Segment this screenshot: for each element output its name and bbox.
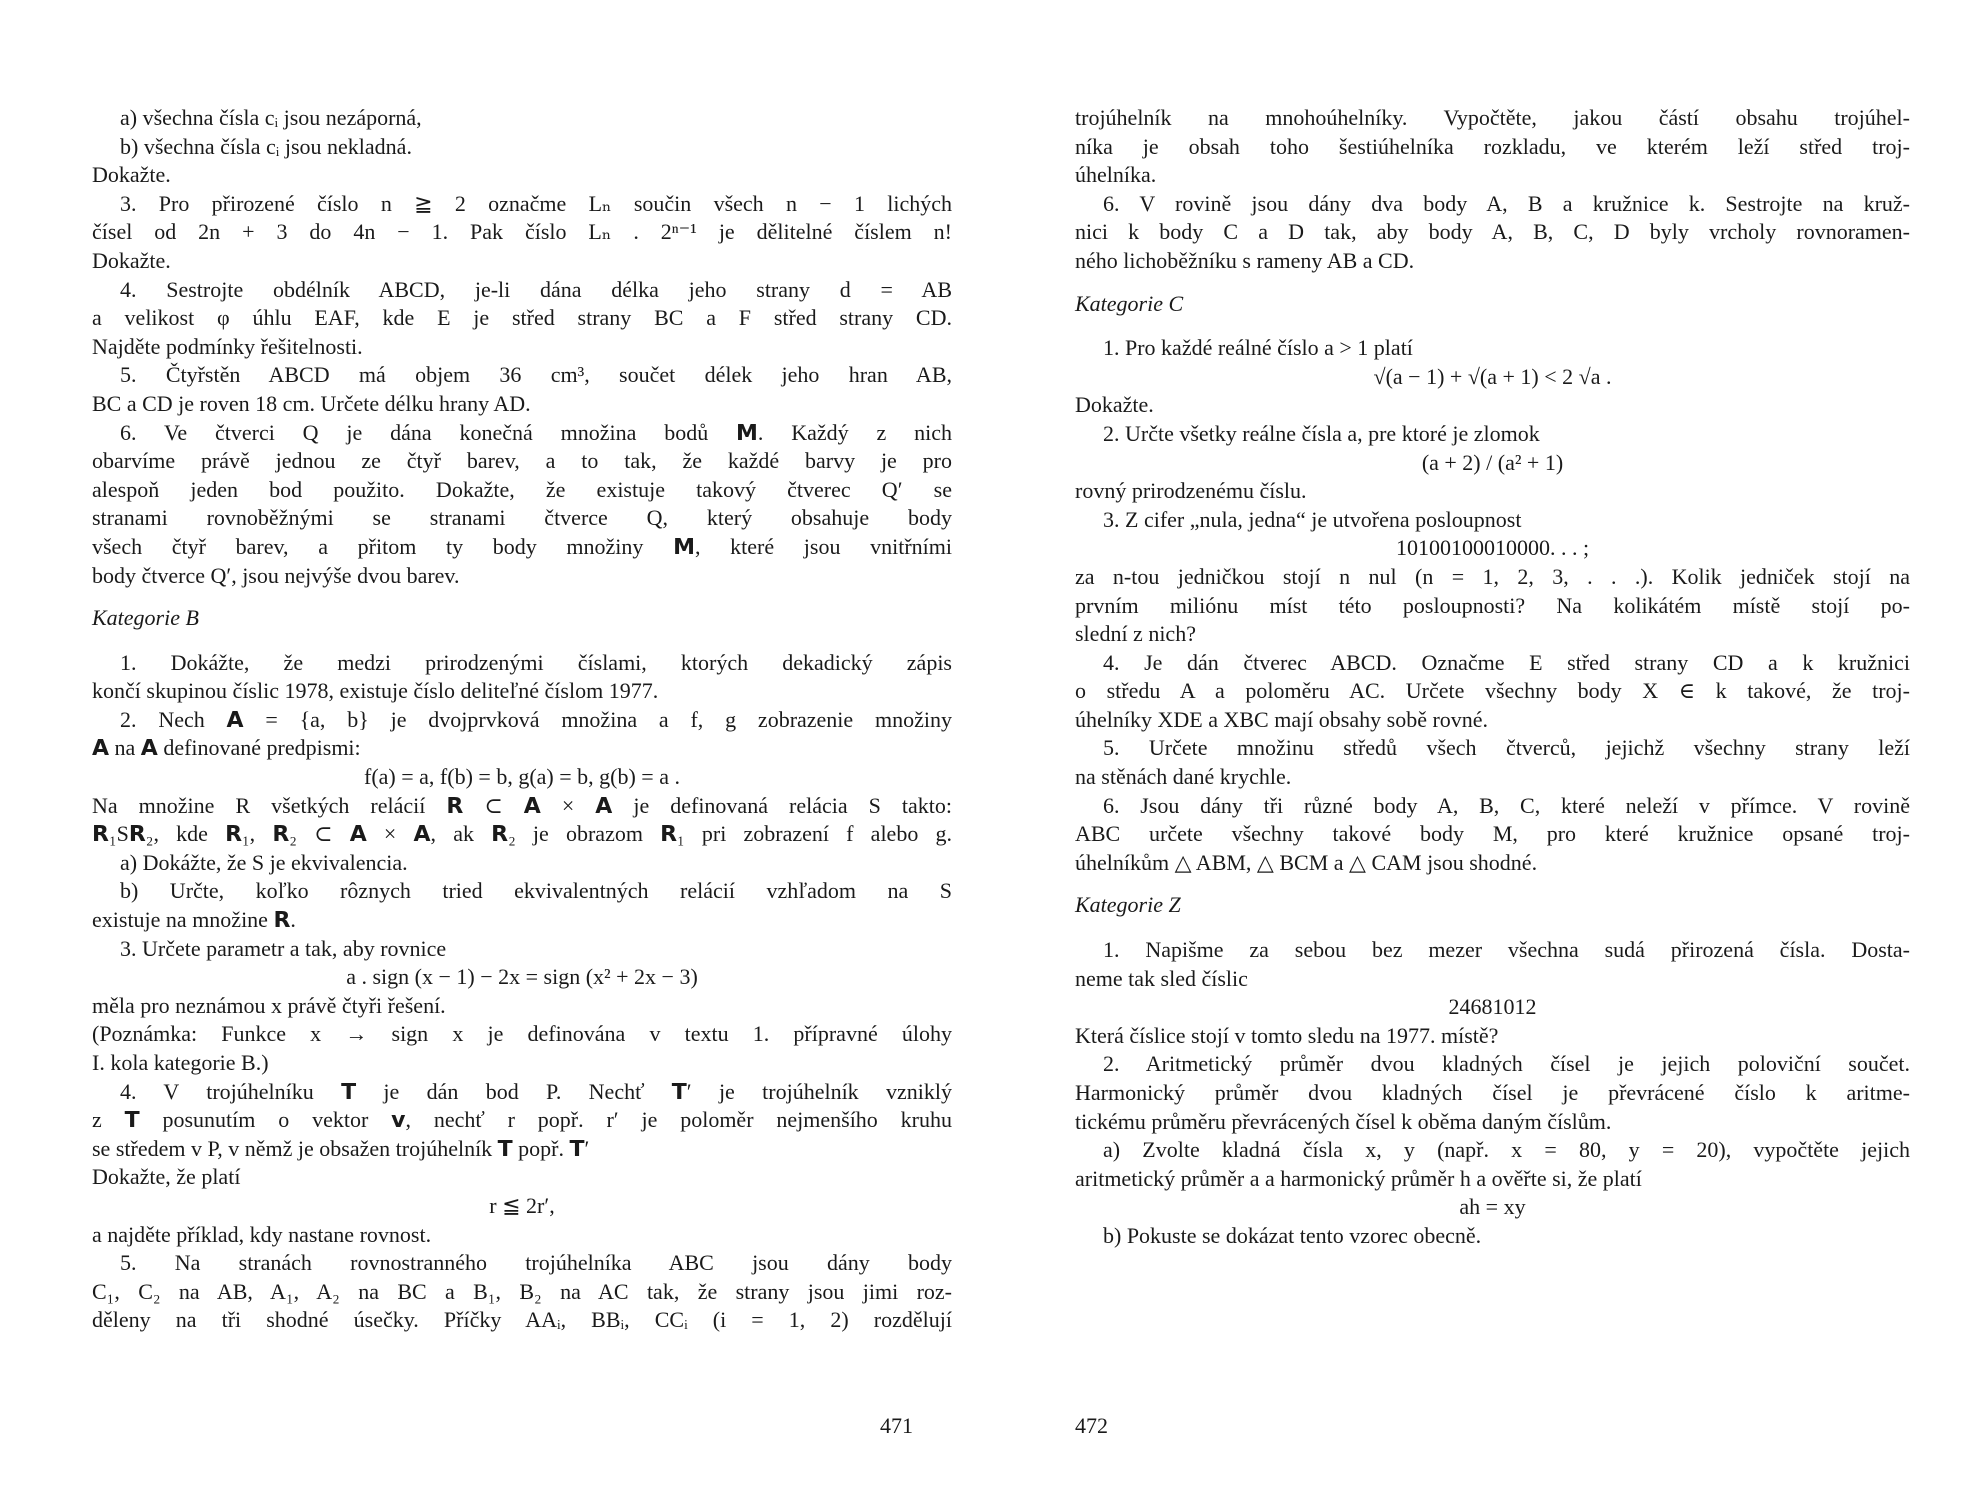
text-line: I. kola kategorie B.)	[92, 1050, 269, 1075]
text-line: 5. Čtyřstěn ABCD má objem 36 cm³, součet délek jeho hran AB,	[120, 362, 952, 388]
text-line: a) Dokážte, že S je ekvivalencia.	[120, 849, 408, 875]
text-line: a najděte příklad, kdy nastane rovnost.	[92, 1221, 432, 1247]
text-line: slední z nich?	[1075, 621, 1196, 647]
text-line: 1. Dokážte, že medzi prirodzenými číslami, ktorých dekadický zápis	[120, 649, 952, 675]
text-line: b) Pokuste se dokázat tento vzorec obecně.	[1103, 1222, 1482, 1248]
text-line: 𝗥₁S𝗥₂, kde 𝗥₁, 𝗥₂ ⊂ 𝗔 × 𝗔, ak 𝗥₂ je obrazom 𝗥₁ pri zobrazení f alebo g.	[92, 821, 952, 847]
text-line: 3. Z cifer „nula, jedna“ je utvořena posloupnost	[1103, 506, 1522, 532]
text-line: z 𝗧 posunutím o vektor 𝘃, nechť r popř. r′ je poloměr nejmenšího kruhu	[92, 1107, 952, 1133]
text-line: Dokažte.	[1075, 392, 1154, 418]
text-line: čísel od 2n + 3 do 4n − 1. Pak číslo Lₙ . 2ⁿ⁻¹ je dělitelné číslem n!	[92, 219, 952, 245]
text-line: alespoň jeden bod použito. Dokažte, že existuje takový čtverec Q′ se	[92, 476, 952, 502]
text-line: C₁, C₂ na AB, A₁, A₂ na BC a B₁, B₂ na AC tak, že strany jsou jimi roz-	[92, 1278, 952, 1304]
text-line: 6. Jsou dány tři různé body A, B, C, které neleží v přímce. V rovině	[1103, 792, 1910, 818]
text-line: r ≦ 2r′,	[489, 1192, 555, 1218]
text-line: nici k body C a D tak, aby body A, B, C, D byly vrcholy rovnoramen-	[1075, 219, 1910, 245]
text-line: b) Určte, koľko rôznych tried ekvivalentných relácií vzhľadom na S	[120, 878, 952, 904]
text-line: stranami rovnoběžnými se stranami čtverce Q, který obsahuje body	[92, 505, 952, 531]
left-page	[92, 0, 952, 1500]
text-line: a) všechna čísla cᵢ jsou nezáporná,	[120, 105, 422, 130]
text-line: ABC určete všechny takové body M, pro které kružnice opsané troj-	[1075, 821, 1910, 847]
text-line: a) Zvolte kladná čísla x, y (např. x = 80, y = 20), vypočtěte jejich	[1103, 1137, 1910, 1163]
text-line: 10100100010000. . . ;	[1395, 535, 1590, 561]
text-line: se středem v P, v němž je obsažen trojúhelník 𝗧 popř. 𝗧′	[92, 1135, 590, 1161]
text-line: děleny na tři shodné úsečky. Příčky AAᵢ, BBᵢ, CCᵢ (i = 1, 2) rozdělují	[92, 1307, 952, 1333]
text-line: měla pro neznámou x právě čtyři řešení.	[92, 992, 446, 1018]
text-line: aritmetický průměr a a harmonický průměr h a ověřte si, že platí	[1075, 1165, 1642, 1191]
text-line: 5. Určete množinu středů všech čtverců, jejichž všechny strany leží	[1103, 735, 1910, 761]
text-line: 1. Pro každé reálné číslo a > 1 platí	[1103, 335, 1413, 361]
left-problems-a	[92, 104, 952, 590]
text-line: na stěnách dané krychle.	[1075, 764, 1292, 790]
text-line: (a + 2) / (a² + 1)	[1421, 449, 1564, 475]
text-line: 4. V trojúhelníku 𝗧 je dán bod P. Nechť 𝗧′ je trojúhelník vzniklý	[120, 1078, 952, 1104]
text-line: 1. Napišme za sebou bez mezer všechna sudá přirozená čísla. Dosta-	[1103, 937, 1910, 963]
text-line: 3. Pro přirozené číslo n ≧ 2 označme Lₙ součin všech n − 1 lichých	[120, 190, 952, 216]
text-line: 2. Určte všetky reálne čísla a, pre ktoré je zlomok	[1103, 420, 1540, 446]
text-line: Která číslice stojí v tomto sledu na 1977. místě?	[1075, 1022, 1499, 1048]
heading-kategorie-z: Kategorie Z	[1075, 892, 1181, 918]
text-line: 2. Aritmetický průměr dvou kladných čísel je jejich poloviční součet.	[1103, 1051, 1910, 1077]
text-line: 3. Určete parametr a tak, aby rovnice	[120, 935, 447, 961]
text-line: Najděte podmínky řešitelnosti.	[92, 333, 363, 359]
text-line: Harmonický průměr dvou kladných čísel je převrácené číslo k aritme-	[1075, 1080, 1910, 1105]
text-line: Dokažte.	[92, 162, 171, 188]
text-line: a . sign (x − 1) − 2x = sign (x² + 2x − 3)	[346, 964, 698, 990]
text-line: obarvíme právě jednou ze čtyř barev, a to tak, že každé barvy je pro	[92, 448, 952, 474]
heading-kategorie-b: Kategorie B	[92, 605, 199, 631]
text-line: BC a CD je roven 18 cm. Určete délku hrany AD.	[92, 390, 531, 416]
page-number-left: 471	[880, 1413, 913, 1438]
text-line: a velikost φ úhlu EAF, kde E je střed strany BC a F střed strany CD.	[92, 305, 952, 331]
text-line: úhelníka.	[1075, 162, 1157, 188]
text-line: 24681012	[1448, 994, 1537, 1020]
right-page	[1075, 0, 1910, 1500]
text-line: f(a) = a, f(b) = b, g(a) = b, g(b) = a .	[364, 764, 680, 790]
text-line: body čtverce Q′, jsou nejvýše dvou barev.	[92, 562, 460, 588]
text-line: ah = xy	[1459, 1194, 1526, 1220]
text-line: neme tak sled číslic	[1075, 965, 1248, 991]
text-line: existuje na množine 𝗥.	[92, 907, 296, 933]
text-line: trojúhelník na mnohoúhelníky. Vypočtěte, jakou částí obsahu trojúhel-	[1075, 105, 1910, 130]
text-line: Dokažte.	[92, 247, 171, 273]
text-line: 6. Ve čtverci Q je dána konečná množina bodů 𝗠. Každý z nich	[120, 419, 952, 445]
text-line: 6. V rovině jsou dány dva body A, B a kružnice k. Sestrojte na kruž-	[1103, 190, 1910, 216]
text-line: Na množine R všetkých relácií 𝗥 ⊂ 𝗔 × 𝗔 je definovaná relácia S takto:	[92, 792, 952, 818]
text-line: o středu A a poloměru AC. Určete všechny body X ∈ k takové, že troj-	[1075, 678, 1910, 704]
right-page-text	[1075, 104, 1910, 1251]
text-line: b) všechna čísla cᵢ jsou nekladná.	[120, 133, 412, 159]
text-line: všech čtyř barev, a přitom ty body množiny 𝗠, které jsou vnitřními	[92, 533, 952, 559]
text-line: za n-tou jedničkou stojí n nul (n = 1, 2, 3, . . .). Kolik jedniček stojí na	[1075, 563, 1910, 589]
left-problems-b	[92, 649, 952, 1335]
page-number-right: 472	[1075, 1413, 1108, 1438]
text-line: 5. Na stranách rovnostranného trojúhelníka ABC jsou dány body	[120, 1250, 952, 1276]
text-line: 4. Sestrojte obdélník ABCD, je-li dána délka jeho strany d = AB	[120, 276, 952, 302]
text-line: (Poznámka: Funkce x → sign x je definována v textu 1. přípravné úlohy	[92, 1021, 952, 1047]
left-page-text	[92, 104, 952, 1335]
text-line: úhelníky XDE a XBC mají obsahy sobě rovné.	[1075, 706, 1489, 732]
text-line: úhelníkům △ ABM, △ BCM a △ CAM jsou shodné.	[1075, 849, 1538, 875]
text-line: ného lichoběžníku s rameny AB a CD.	[1075, 247, 1415, 273]
text-line: končí skupinou číslic 1978, existuje číslo deliteľné číslom 1977.	[92, 678, 659, 704]
text-line: prvním miliónu míst této posloupnosti? Na kolikátém místě stojí po-	[1075, 592, 1910, 618]
heading-kategorie-c: Kategorie C	[1075, 290, 1184, 316]
text-line: 2. Nech 𝗔 = {a, b} je dvojprvková množina a f, g zobrazenie množiny	[120, 706, 952, 732]
text-line: níka je obsah toho šestiúhelníka rozkladu, ve kterém leží střed troj-	[1075, 133, 1910, 159]
right-problems-a	[1075, 104, 1910, 276]
text-line: rovný prirodzenému číslu.	[1075, 478, 1307, 504]
right-problems-z	[1075, 936, 1910, 1251]
text-line: Dokažte, že platí	[92, 1164, 241, 1190]
text-line: 𝗔 na 𝗔 definované predpismi:	[92, 735, 361, 761]
text-line: √(a − 1) + √(a + 1) < 2 √a .	[1373, 363, 1612, 389]
text-line: tickému průměru převrácených čísel k oběma daným číslům.	[1075, 1108, 1612, 1134]
text-line: 4. Je dán čtverec ABCD. Označme E střed strany CD a k kružnici	[1103, 649, 1910, 675]
right-problems-c	[1075, 334, 1910, 877]
